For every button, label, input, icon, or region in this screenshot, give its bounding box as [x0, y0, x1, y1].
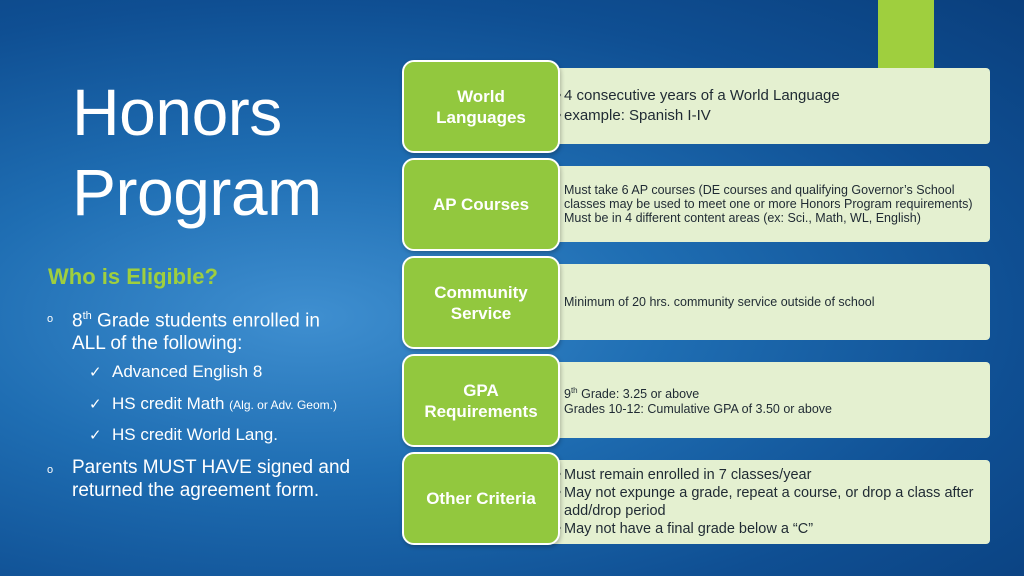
circle-bullet-icon: o [47, 313, 54, 325]
pill-label-line1: World [457, 86, 505, 106]
criteria-panel [542, 460, 990, 544]
eligibility-bullet-grade [47, 305, 320, 355]
pill-label-line2: Service [450, 303, 512, 323]
criteria-label-pill [402, 158, 560, 251]
criteria-item: • May not have a final grade below a “C” [564, 520, 982, 538]
criteria-item: • Minimum of 20 hrs. community service outside of school [564, 295, 875, 309]
criteria-item: • May not expunge a grade, repeat a course, or drop a class after add/drop period [564, 484, 982, 520]
criteria-label-pill [402, 354, 560, 447]
pill-label-line2: Languages [436, 107, 526, 127]
criteria-item: • 4 consecutive years of a World Language [564, 86, 840, 106]
bullet-grade-suffix: th [82, 310, 92, 322]
checkmark-icon: ✓ [89, 427, 102, 444]
gpa-grade-suffix: th [570, 386, 578, 396]
criteria-panel [542, 362, 990, 438]
criteria-list [542, 384, 832, 415]
circle-bullet-icon: o [47, 464, 54, 476]
criteria-row-other [402, 452, 992, 545]
bullet-grade-number: 8 [72, 310, 83, 332]
check-item-text: Advanced English 8 [112, 362, 263, 381]
criteria-panel [542, 68, 990, 144]
criteria-item: • example: Spanish I-IV [564, 106, 840, 126]
criteria-row-community-service [402, 256, 992, 349]
title-line-1: Honors [72, 75, 282, 149]
criteria-item: • Must take 6 AP courses (DE courses and qualifying Governor’s School classes may be used to meet one or more Honors Program requirements) [564, 183, 984, 211]
pill-label-line1: GPA [463, 380, 499, 400]
pill-label-line2: Requirements [424, 401, 538, 421]
bullet-parents-line1: Parents MUST HAVE signed and [72, 457, 351, 478]
criteria-panel [542, 264, 990, 340]
criteria-label-pill [402, 256, 560, 349]
gpa-grade-text: Grade: 3.25 or above [577, 387, 700, 402]
check-item-text: HS credit World Lang. [112, 425, 278, 444]
criteria-item: • Must remain enrolled in 7 classes/year [564, 466, 982, 484]
bullet-grade-text: Grade students enrolled in [91, 310, 320, 332]
page-title [72, 72, 322, 232]
criteria-label-pill [402, 60, 560, 153]
pill-label-line1: Community [434, 282, 528, 302]
criteria-list [542, 466, 990, 538]
criteria-label-pill [402, 452, 560, 545]
criteria-row-ap-courses [402, 158, 992, 251]
criteria-item [564, 384, 832, 401]
pill-label-line1: Other Criteria [426, 489, 536, 508]
check-item-text: HS credit Math [112, 394, 225, 413]
gpa-grade-number: 9 [564, 387, 571, 402]
bullet-grade-text-line2: ALL of the following: [72, 333, 243, 355]
check-item [89, 425, 278, 445]
check-item [89, 362, 263, 382]
checkmark-icon: ✓ [89, 364, 102, 381]
criteria-item: • Grades 10-12: Cumulative GPA of 3.50 or above [564, 402, 832, 416]
checkmark-icon: ✓ [89, 396, 102, 413]
bullet-parents-line2: returned the agreement form. [72, 480, 320, 501]
criteria-panel [542, 166, 990, 242]
check-item-note: (Alg. or Adv. Geom.) [229, 398, 337, 412]
check-item [89, 394, 337, 414]
eligibility-heading: Who is Eligible? [48, 264, 218, 289]
criteria-list [542, 295, 875, 309]
criteria-item: • Must be in 4 different content areas (ex: Sci., Math, WL, English) [564, 211, 984, 225]
criteria-list [542, 183, 990, 225]
eligibility-bullet-parents [47, 456, 351, 502]
criteria-row-gpa [402, 354, 992, 447]
title-line-2: Program [72, 155, 322, 229]
criteria-row-world-languages [402, 60, 992, 153]
criteria-list [542, 86, 840, 126]
pill-label-line1: AP Courses [432, 195, 530, 214]
